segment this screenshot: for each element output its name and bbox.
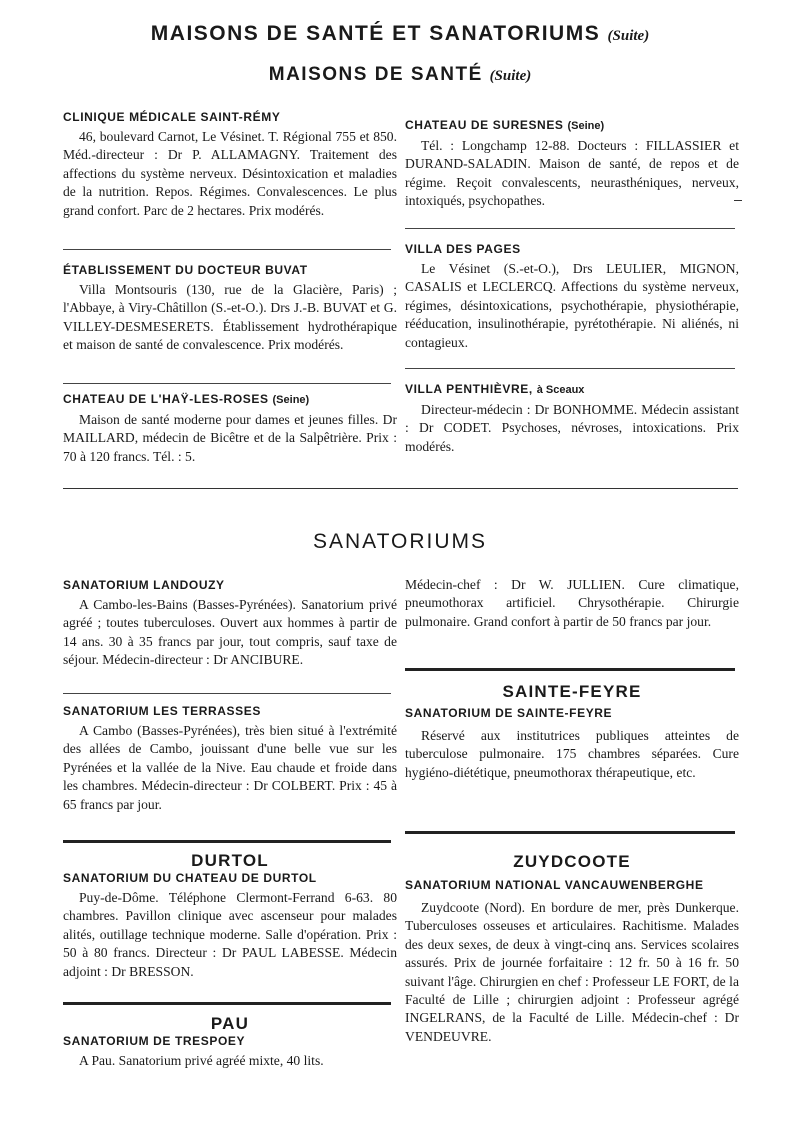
entry-heading: VILLA DES PAGES [405,242,521,256]
entry-body: Réservé aux institutrices publiques atteintes de tuberculose pulmonaire. 175 chambres séparées. Cure hygiéno-diététique, pneumothorax thérapeutique, etc. [405,728,739,780]
page-title: MAISONS DE SANTÉ ET SANATORIUMS (Suite) [150,22,650,45]
entry-pau [63,1014,397,1070]
entry-heading: CLINIQUE MÉDICALE SAINT-RÉMY [63,110,281,124]
entry-body: Puy-de-Dôme. Téléphone Clermont-Ferrand 6-63. 80 chambres. Pavillon clinique avec ascenseur pour malades alités, outillage technique moderne. Salle d'opération. Prix : 50 à 80 francs. Directeur : Dr PAUL LABESSE. Médecin adjoint : Dr BRESSON. [63,890,397,979]
entry-body: A Pau. Sanatorium privé agréé mixte, 40 lits. [79,1053,324,1068]
entry-body: Villa Montsouris (130, rue de la Glacière, Paris) ; l'Abbaye, à Viry-Châtillon (S.-et-O.). Drs J.-B. BUVAT et G. VILLEY-DESMESERETS. Établissement hydrothérapique et maison de santé de convalescence. Prix modérés. [63,282,397,353]
entry-buvat [63,263,397,355]
entry-heading: CHATEAU DE L'HAŸ-LES-ROSES (Seine) [63,392,310,406]
entry-terrasses [63,704,397,814]
entry-body: Maison de santé moderne pour dames et jeunes filles. Dr MAILLARD, médecin de Bicêtre et de la Salpêtrière. Prix : 70 à 120 francs. Tél. : 5. [63,412,397,464]
divider [405,228,735,229]
entry-body: 46, boulevard Carnot, Le Vésinet. T. Régional 755 et 850. Méd.-directeur : Dr P. ALLAMAGNY. Traitement des affections du système nerveux. Désintoxication et maladies de la nutrition. Repos. Régimes. Convalescences. Le plus grand confort. Parc de 2 hectares. Prix modérés. [63,129,397,218]
section-title-maisons: MAISONS DE SANTÉ (Suite) [268,64,532,85]
entry-heading: CHATEAU DE SURESNES (Seine) [405,118,605,132]
section-title-sanatoriums: SANATORIUMS [312,530,488,553]
entry-title: DURTOL [191,851,269,870]
entry-heading: SANATORIUM DE TRESPOEY [63,1034,246,1048]
entry-body: Directeur-médecin : Dr BONHOMME. Médecin assistant : Dr CODET. Psychoses, névroses, intoxications. Prix modérés. [405,402,739,454]
entry-suresnes [405,118,739,211]
entry-landouzy [63,578,397,670]
entry-title: ZUYDCOOTE [513,852,631,871]
entry-zuydcoote [405,852,739,1046]
entry-body: Le Vésinet (S.-et-O.), Drs LEULIER, MIGNON, CASALIS et LECLERCQ. Affections du système nerveux, régimes, désintoxications, psychothérapie, physiothérapie, rééducation, insulinothérapie, pyrétothérapie. Ni aliénés, ni contagieux. [405,261,739,350]
entry-villa-pages [405,242,739,352]
entry-heading: SANATORIUM LES TERRASSES [63,704,261,718]
subtitle-suite: (Suite) [489,68,532,84]
entry-body: Tél. : Longchamp 12-88. Docteurs : FILLASSIER et DURAND-SALADIN. Maison de santé, de repos et de régime. Reçoit convalescents, neurasthéniques, nerveux, intoxiqués, psychopathes. [405,138,739,209]
divider-thick [405,668,735,671]
divider-thick [63,840,391,843]
entry-sainte-feyre [405,682,739,782]
entry-body: Zuydcoote (Nord). En bordure de mer, près Dunkerque. Tuberculoses osseuses et articulaires. Rachitisme. Malades des deux sexes, de deux à vingt-cinq ans. Services scolaires assurés. Prix de journée forfaitaire : 12 fr. 50 à 16 fr. 50 suivant l'âge. Chirurgien en chef : Professeur LE FORT, de la Faculté de Lille ; chirurgien adjoint : Professeur agrégé INGELRANS, de la Faculté de Lille. Médecin-chef : Dr VENDEUVRE. [405,900,739,1044]
entry-durtol [63,851,397,981]
entry-heading: ÉTABLISSEMENT DU DOCTEUR BUVAT [63,263,308,277]
entry-penthievre [405,382,739,456]
divider [63,249,391,250]
entry-heading: VILLA PENTHIÈVRE, à Sceaux [405,382,585,396]
entry-saint-remy [63,110,397,220]
divider [63,383,391,384]
entry-heading: SANATORIUM DU CHATEAU DE DURTOL [63,871,317,885]
entry-heading: SANATORIUM LANDOUZY [63,578,225,592]
entry-heading: SANATORIUM NATIONAL VANCAUWENBERGHE [405,878,704,892]
entry-heading: SANATORIUM DE SAINTE-FEYRE [405,706,613,720]
divider [63,693,391,694]
entry-pau-continued [405,576,739,631]
entry-hay-les-roses [63,392,397,466]
entry-body: Médecin-chef : Dr W. JULLIEN. Cure climatique, pneumothorax artificiel. Chrysothérapie. Chirurgie pulmonaire. Grand confort à partir de 50 francs par jour. [405,577,739,629]
entry-body: A Cambo-les-Bains (Basses-Pyrénées). Sanatorium privé agréé ; toutes tuberculoses. Ouvert aux hommes à partir de 14 ans. 30 à 35 francs par jour, tout compris, sauf taxe de séjour. Médecin-directeur : Dr ANCIBURE. [63,597,397,668]
entry-title: PAU [210,1014,250,1033]
divider-thick [405,831,735,834]
divider [405,368,735,369]
stray-mark [734,200,742,201]
entry-title: SAINTE-FEYRE [502,682,642,701]
divider-thick [63,1002,391,1005]
entry-body: A Cambo (Basses-Pyrénées), très bien situé à l'extrémité des allées de Cambo, jouissant d'une belle vue sur les Pyrénées et la vallée de la Nive. Eau chaude et froide dans les chambres. Médecin-directeur : Dr COLBERT. Prix : 45 à 65 francs par jour. [63,723,397,812]
section-divider [63,488,738,489]
title-suite: (Suite) [607,28,650,44]
